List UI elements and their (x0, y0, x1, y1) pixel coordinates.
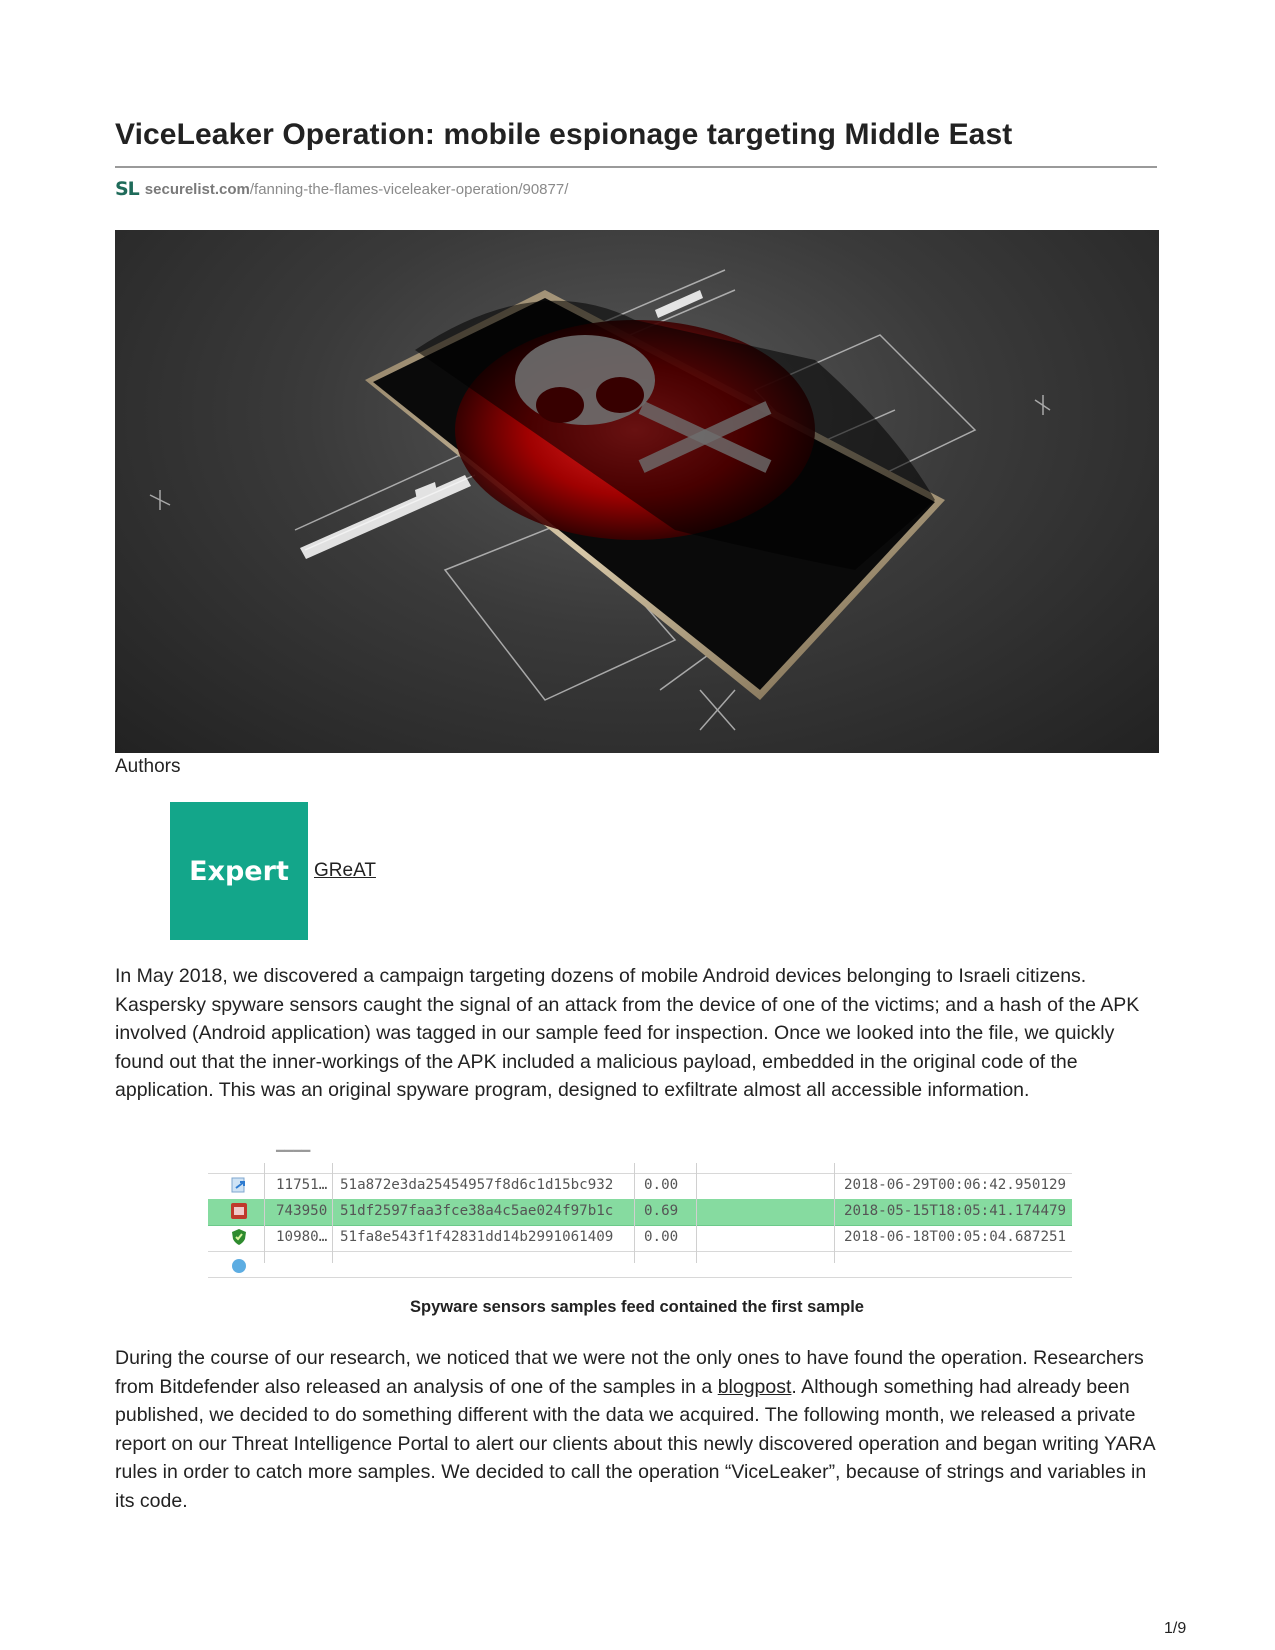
paragraph-intro: In May 2018, we discovered a campaign targeting dozens of mobile Android devices belonging to Israeli citizens. Kaspersky spyware sensors caught the signal of an attack from the device of one of the victims; and a hash of the APK involved (Android application) was tagged in our sample feed for inspection. Once we looked into the file, we quickly found out that the inner-workings of the APK included a malicious payload, embedded in the original code of the application. This was an original spyware program, designed to exfiltrate almost all accessible information. (115, 965, 1140, 1102)
sample-score: 0.69 (644, 1203, 679, 1219)
sample-score: 0.00 (644, 1177, 679, 1193)
sample-hash: 51a872e3da25454957f8d6c1d15bc932 (340, 1177, 614, 1193)
sample-date: 2018-06-29T00:06:42.950129 (844, 1177, 1067, 1193)
smartphone-skull-illustration (115, 230, 1159, 753)
table-row-highlighted (208, 1199, 1072, 1226)
source-url[interactable] (115, 178, 568, 200)
page-number: 1/9 (1164, 1620, 1187, 1637)
author-avatar (170, 802, 308, 940)
sample-date: 2018-06-18T00:05:04.687251 (844, 1229, 1067, 1245)
article-title: ViceLeaker Operation: mobile espionage targeting Middle East (115, 118, 1013, 151)
paragraph-text: During the course of our research, we noticed that we were not the only ones to have found the operation. Researchers from Bitdefender also released an analysis of one of the samples in a (115, 1347, 1144, 1398)
figure-caption: Spyware sensors samples feed contained the first sample (410, 1298, 864, 1316)
sample-id: 10980… (276, 1229, 328, 1245)
avatar-text: Expert (189, 855, 289, 887)
samples-feed-screenshot (208, 1151, 1072, 1263)
sample-score: 0.00 (644, 1229, 679, 1245)
source-path: /fanning-the-flames-viceleaker-operation/90877/ (249, 180, 569, 198)
cut-off-app-icon (230, 1257, 248, 1275)
sample-hash: 51df2597faa3fce38a4c5ae024f97b1c (340, 1203, 614, 1219)
sample-id: 11751… (276, 1177, 328, 1193)
table-row (208, 1173, 1072, 1200)
sample-date: 2018-05-15T18:05:41.174479 (844, 1203, 1067, 1219)
table-row (208, 1225, 1072, 1252)
authors-label: Authors (115, 756, 181, 777)
paragraph-research (115, 1344, 1165, 1516)
paragraph-text: . Although something had already been published, we decided to do something different with the data we acquired. The following month, we released a private report on our Threat Intelligence Portal to alert our clients about this newly discovered operation and began writing YARA rules in order to catch more samples. We decided to call the operation “ViceLeaker”, because of strings and variables in its code. (115, 1375, 1155, 1512)
sample-hash: 51fa8e543f1f42831dd14b2991061409 (340, 1229, 614, 1245)
arrow-doc-icon (230, 1176, 248, 1194)
shield-app-icon (230, 1228, 248, 1246)
securelist-logo-icon: SL (115, 178, 139, 200)
red-app-icon (230, 1202, 248, 1220)
hero-image (115, 230, 1159, 753)
column-divider (264, 1163, 265, 1263)
source-domain: securelist.com (144, 180, 250, 198)
sample-id: 743950 (276, 1203, 328, 1219)
column-divider (696, 1163, 697, 1263)
column-divider (634, 1163, 635, 1263)
title-divider (115, 166, 1157, 168)
author-link-great[interactable]: GReAT (314, 860, 376, 881)
column-divider (332, 1163, 333, 1263)
blogpost-link[interactable]: blogpost (717, 1375, 792, 1398)
table-row: ▔▔▔▔ (208, 1147, 1072, 1174)
table-row (208, 1251, 1072, 1278)
column-divider (834, 1163, 835, 1263)
